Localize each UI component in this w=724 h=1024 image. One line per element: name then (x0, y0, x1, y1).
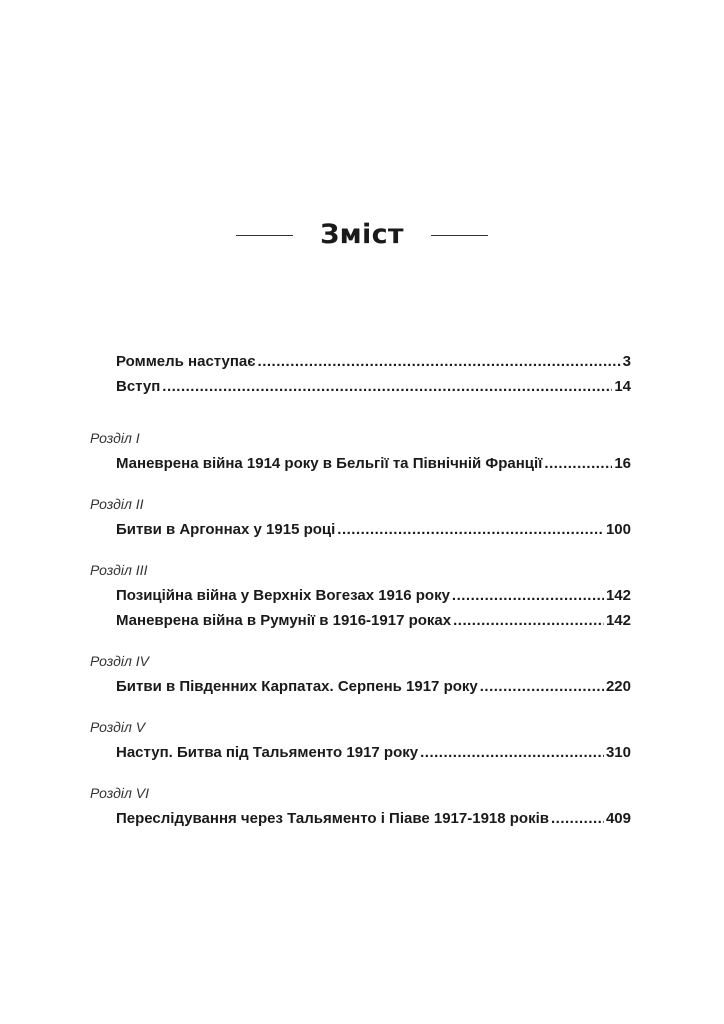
title-rule-left (236, 235, 293, 236)
toc-entry-page: 142 (605, 612, 631, 629)
toc-entry-page: 100 (605, 521, 631, 538)
toc-entry-title: Роммель наступає (116, 353, 256, 370)
toc-leader-dots (162, 376, 612, 398)
toc-leader-dots (337, 519, 604, 541)
toc-leader-dots (453, 610, 604, 632)
toc-entry[interactable] (116, 376, 631, 398)
toc-entry-title: Битви в Аргоннах у 1915 році (116, 521, 336, 538)
page-title: Зміст (320, 219, 404, 250)
toc-leader-dots (420, 742, 604, 764)
toc-entry-title: Битви в Південних Карпатах. Серпень 1917 року (116, 678, 478, 695)
toc-entry-title: Переслідування через Тальяменто і Піаве 1917-1918 років (116, 810, 549, 827)
toc-entry-page: 3 (622, 353, 631, 370)
toc-entry-page: 310 (605, 744, 631, 761)
toc-leader-dots (551, 808, 604, 830)
toc-entry-page: 16 (614, 455, 631, 472)
toc-entry-page: 14 (614, 378, 631, 395)
toc-entry[interactable] (116, 519, 631, 541)
toc-entry-title: Маневрена війна 1914 року в Бельгії та Північній Франції (116, 455, 543, 472)
toc-entry[interactable] (116, 808, 631, 830)
toc-entry[interactable] (116, 676, 631, 698)
toc-entry-title: Маневрена війна в Румунії в 1916-1917 роках (116, 612, 452, 629)
title-rule-right (431, 235, 488, 236)
toc-entry-title: Позиційна війна у Верхніх Вогезах 1916 року (116, 587, 450, 604)
section-label: Розділ III (90, 562, 148, 578)
section-label: Розділ VI (90, 785, 150, 801)
toc-leader-dots (480, 676, 604, 698)
section-label: Розділ II (90, 496, 144, 512)
section-label: Розділ I (90, 430, 140, 446)
toc-leader-dots (452, 585, 604, 607)
toc-leader-dots (258, 351, 621, 373)
section-label: Розділ IV (90, 653, 150, 669)
toc-entry[interactable] (116, 610, 631, 632)
toc-entry[interactable] (116, 742, 631, 764)
toc-entry[interactable] (116, 351, 631, 373)
toc-entry[interactable] (116, 453, 631, 475)
toc-entry-page: 220 (605, 678, 631, 695)
toc-entry-page: 142 (605, 587, 631, 604)
toc-leader-dots (544, 453, 612, 475)
title-row (0, 216, 724, 256)
toc-entry-page: 409 (605, 810, 631, 827)
toc-entry[interactable] (116, 585, 631, 607)
toc-entry-title: Вступ (116, 378, 161, 395)
toc-entry-title: Наступ. Битва під Тальяменто 1917 року (116, 744, 419, 761)
section-label: Розділ V (90, 719, 146, 735)
